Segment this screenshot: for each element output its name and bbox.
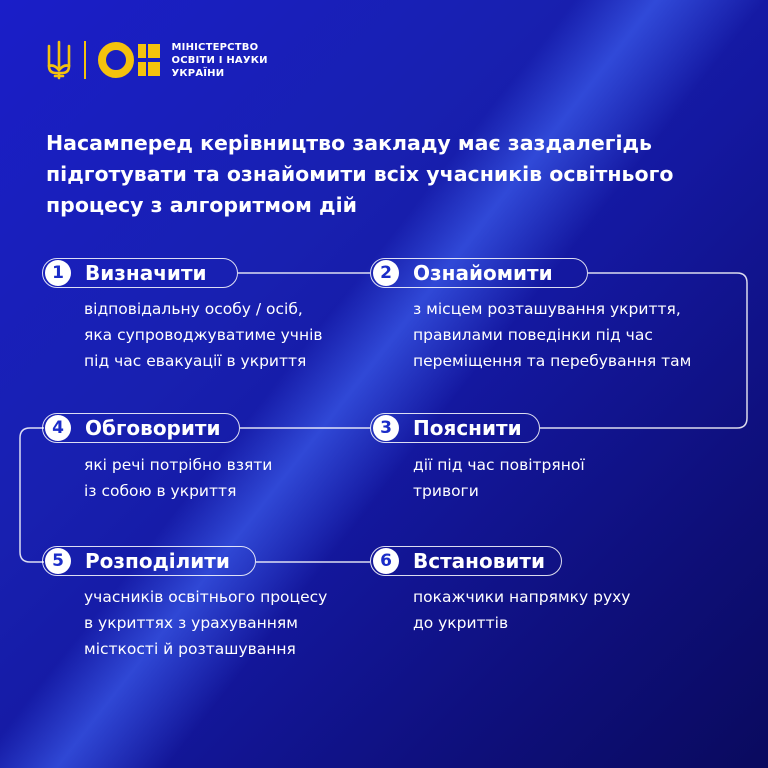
step-4-pill (42, 413, 240, 443)
step-number: 5 (45, 548, 71, 574)
step-2-description: з місцем розташування укриття, правилами поведінки під час переміщення та перебування там (413, 300, 692, 370)
step-5-description: учасників освітнього процесу в укриттях з урахуванням місткості й розташування (84, 588, 328, 658)
step-title: Обговорити (85, 416, 221, 440)
step-6-pill (370, 546, 562, 576)
step-number: 2 (373, 260, 399, 286)
step-number: 6 (373, 548, 399, 574)
step-3-description: дії під час повітряної тривоги (413, 456, 585, 500)
step-1-description: відповідальну особу / осіб, яка супроводжуватиме учнів під час евакуації в укриття (84, 300, 323, 370)
step-title: Розподілити (85, 549, 230, 573)
headline: Насамперед керівництво закладу має заздалегідь підготувати та ознайомити всіх учасників освітнього процесу з алгоритмом дій (46, 131, 674, 217)
ministry-name-line: ОСВІТИ І НАУКИ (171, 54, 268, 66)
step-number: 1 (45, 260, 71, 286)
ministry-name-line: УКРАЇНИ (171, 67, 225, 79)
step-title: Визначити (85, 261, 207, 285)
ministry-name-line: МІНІСТЕРСТВО (171, 41, 259, 53)
step-1-pill (42, 258, 238, 288)
step-number: 4 (45, 415, 71, 441)
step-6-description: покажчики напрямку руху до укриттів (413, 588, 631, 632)
step-5-pill (42, 546, 256, 576)
step-title: Пояснити (413, 416, 522, 440)
step-3-pill (370, 413, 540, 443)
step-2-pill (370, 258, 588, 288)
step-number: 3 (373, 415, 399, 441)
step-4-description: які речі потрібно взяти із собою в укриття (84, 456, 273, 500)
step-title: Встановити (412, 549, 545, 573)
step-title: Ознайомити (413, 261, 553, 285)
